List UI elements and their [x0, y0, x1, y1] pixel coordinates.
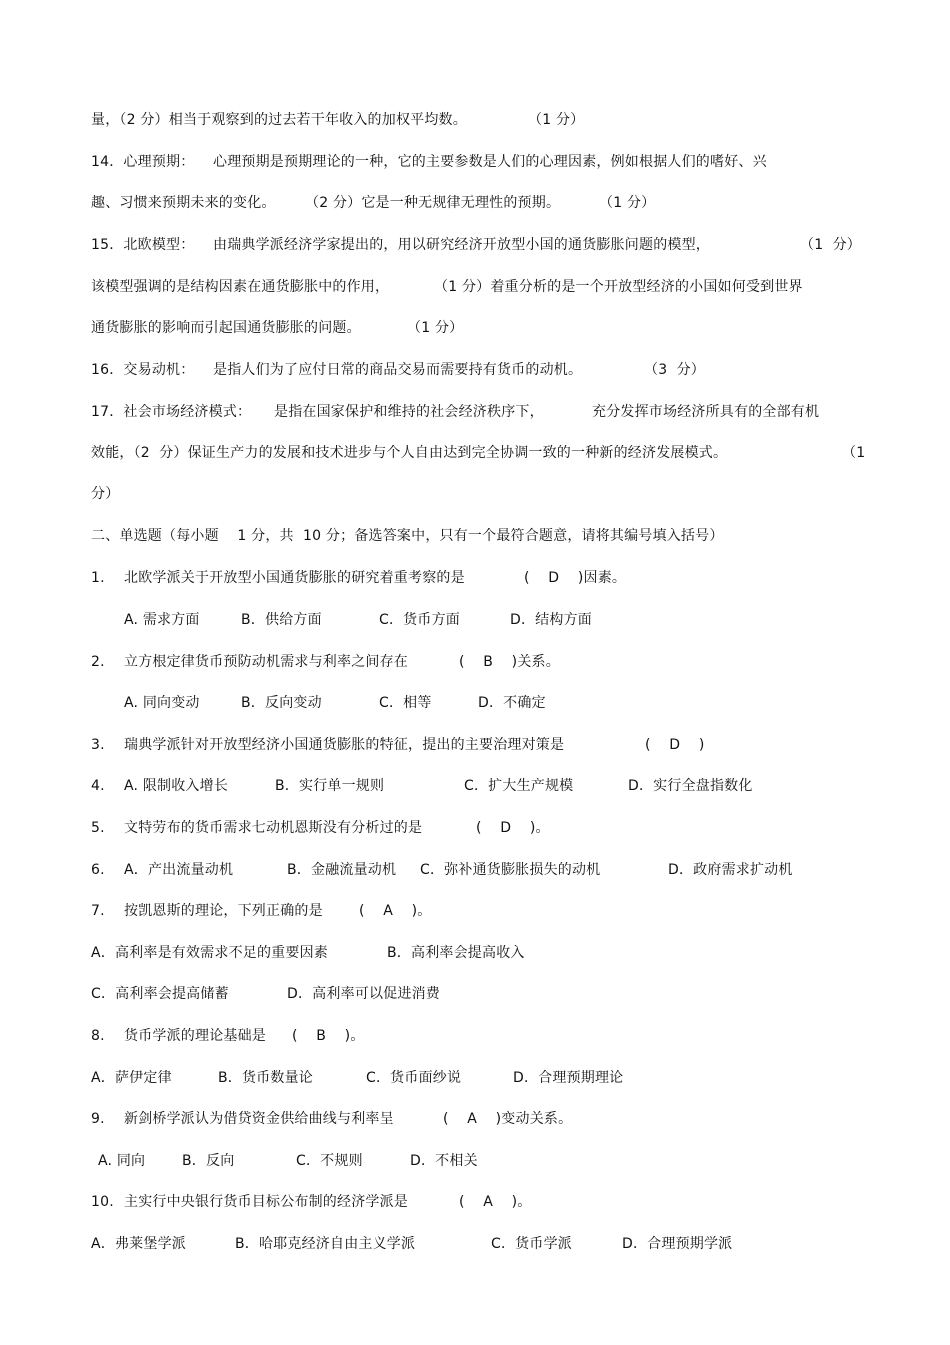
text-segment: ( B )。 — [292, 1028, 365, 1044]
text-line — [0, 318, 950, 342]
text-segment: A．弗莱堡学派 — [91, 1236, 186, 1252]
text-segment: 新剑桥学派认为借贷资金供给曲线与利率呈 — [124, 1111, 394, 1127]
text-segment: C．扩大生产规模 — [464, 778, 574, 794]
text-line — [0, 818, 950, 842]
text-segment: ( D )。 — [476, 820, 550, 836]
text-segment: 9. — [91, 1111, 105, 1127]
text-segment: B．金融流量动机 — [287, 862, 397, 878]
text-segment: 北欧学派关于开放型小国通货膨胀的研究着重考察的是 — [124, 570, 465, 586]
text-segment: 立方根定律货币预防动机需求与利率之间存在 — [124, 654, 408, 670]
text-segment: 14．心理预期： — [91, 154, 195, 170]
text-segment: （1 分） — [407, 320, 464, 336]
text-segment: 16．交易动机： — [91, 362, 195, 378]
text-segment: 量，（2 分）相当于观察到的过去若干年收入的加权平均数。 — [91, 112, 467, 128]
text-segment: 货币学派的理论基础是 — [124, 1028, 266, 1044]
text-segment: 15．北欧模型： — [91, 237, 195, 253]
text-line — [0, 776, 950, 800]
text-segment: D．合理预期理论 — [513, 1070, 624, 1086]
text-segment: 10. — [91, 1194, 114, 1210]
text-segment: 瑞典学派针对开放型经济小国通货膨胀的特征，提出的主要治理对策是 — [124, 737, 565, 753]
text-line — [0, 526, 950, 550]
text-line — [0, 235, 950, 259]
text-segment: 趣、习惯来预期未来的变化。 — [91, 195, 276, 211]
text-segment: D．不确定 — [478, 695, 546, 711]
text-line — [0, 1068, 950, 1092]
text-segment: 分） — [91, 486, 120, 502]
text-segment: C．货币学派 — [491, 1236, 572, 1252]
text-line — [0, 901, 950, 925]
text-line — [0, 610, 950, 634]
text-line — [0, 1109, 950, 1133]
text-segment: （3 分） — [644, 362, 706, 378]
text-segment: D．结构方面 — [510, 612, 592, 628]
text-segment: （1 分） — [800, 237, 862, 253]
text-line — [0, 735, 950, 759]
text-segment: B．哈耶克经济自由主义学派 — [235, 1236, 416, 1252]
text-line — [0, 484, 950, 508]
text-line — [0, 984, 950, 1008]
text-segment: 6. — [91, 862, 105, 878]
text-segment: C．货币方面 — [379, 612, 460, 628]
text-segment: 4. — [91, 778, 105, 794]
text-segment: C．高利率会提高储蓄 — [91, 986, 229, 1002]
text-line — [0, 1026, 950, 1050]
text-line — [0, 943, 950, 967]
text-segment: 该模型强调的是结构因素在通货膨胀中的作用， — [91, 279, 390, 295]
text-segment: 是指人们为了应付日常的商品交易而需要持有货币的动机。 — [213, 362, 583, 378]
text-segment: A．高利率是有效需求不足的重要因素 — [91, 945, 328, 961]
text-line — [0, 402, 950, 426]
text-segment: B．反向 — [182, 1153, 235, 1169]
text-segment: 按凯恩斯的理论，下列正确的是 — [124, 903, 323, 919]
text-segment: （1 分） — [599, 195, 656, 211]
text-segment: 17．社会市场经济模式： — [91, 404, 252, 420]
text-segment: 1. — [91, 570, 105, 586]
text-segment: B．反向变动 — [241, 695, 322, 711]
text-segment: 主实行中央银行货币目标公布制的经济学派是 — [124, 1194, 408, 1210]
text-segment: A. 同向变动 — [124, 695, 200, 711]
text-line — [0, 1234, 950, 1258]
text-segment: C．相等 — [379, 695, 432, 711]
text-segment: ( A )。 — [359, 903, 432, 919]
text-segment: 文特劳布的货币需求七动机恩斯没有分析过的是 — [124, 820, 423, 836]
text-segment: B．实行单一规则 — [275, 778, 385, 794]
text-segment: A. 同向 — [98, 1153, 146, 1169]
text-segment: ( B )关系。 — [459, 654, 560, 670]
text-line — [0, 193, 950, 217]
text-line — [0, 693, 950, 717]
text-segment: D．合理预期学派 — [622, 1236, 733, 1252]
text-line — [0, 1151, 950, 1175]
text-segment: （1 分）着重分析的是一个开放型经济的小国如何受到世界 — [434, 279, 803, 295]
text-line — [0, 860, 950, 884]
text-segment: D．实行全盘指数化 — [628, 778, 753, 794]
text-segment: A. 需求方面 — [124, 612, 200, 628]
text-segment: ( D ) — [645, 737, 705, 753]
text-segment: ( A )。 — [459, 1194, 532, 1210]
text-segment: 由瑞典学派经济学家提出的，用以研究经济开放型小国的通货膨胀问题的模型， — [213, 237, 710, 253]
text-segment: C．不规则 — [296, 1153, 363, 1169]
text-segment: B．供给方面 — [241, 612, 322, 628]
text-segment: C．弥补通货膨胀损失的动机 — [420, 862, 601, 878]
text-segment: 8. — [91, 1028, 105, 1044]
text-segment: B．货币数量论 — [218, 1070, 314, 1086]
text-segment: 5. — [91, 820, 105, 836]
text-segment: ( D )因素。 — [524, 570, 627, 586]
text-segment: 7. — [91, 903, 105, 919]
text-segment: D．不相关 — [410, 1153, 478, 1169]
text-line — [0, 360, 950, 384]
text-segment: 2. — [91, 654, 105, 670]
text-segment: 充分发挥市场经济所具有的全部有机 — [592, 404, 820, 420]
text-line — [0, 652, 950, 676]
text-segment: A．产出流量动机 — [124, 862, 234, 878]
text-segment: （1 — [842, 445, 866, 461]
text-segment: 二、单选题（每小题 1 分，共 10 分；备选答案中，只有一个最符合题意，请将其编号填入括号） — [91, 528, 724, 544]
text-segment: （2 分）它是一种无规律无理性的预期。 — [305, 195, 561, 211]
text-segment: 是指在国家保护和维持的社会经济秩序下， — [274, 404, 544, 420]
text-line — [0, 277, 950, 301]
text-segment: 通货膨胀的影响而引起国通货膨胀的问题。 — [91, 320, 361, 336]
text-segment: A．萨伊定律 — [91, 1070, 172, 1086]
text-segment: 效能，（2 分）保证生产力的发展和技术进步与个人自由达到完全协调一致的一种新的经济发展模式。 — [91, 445, 728, 461]
text-line — [0, 152, 950, 176]
text-segment: A. 限制收入增长 — [124, 778, 229, 794]
text-line — [0, 568, 950, 592]
text-line — [0, 443, 950, 467]
text-segment: D．高利率可以促进消费 — [287, 986, 440, 1002]
text-segment: B．高利率会提高收入 — [387, 945, 525, 961]
text-segment: 3. — [91, 737, 105, 753]
text-segment: ( A )变动关系。 — [443, 1111, 573, 1127]
text-line — [0, 110, 950, 134]
text-segment: （1 分） — [528, 112, 585, 128]
text-line — [0, 1192, 950, 1216]
text-segment: D．政府需求扩动机 — [668, 862, 793, 878]
text-segment: 心理预期是预期理论的一种，它的主要参数是人们的心理因素，例如根据人们的嗜好、兴 — [213, 154, 767, 170]
text-segment: C．货币面纱说 — [366, 1070, 462, 1086]
